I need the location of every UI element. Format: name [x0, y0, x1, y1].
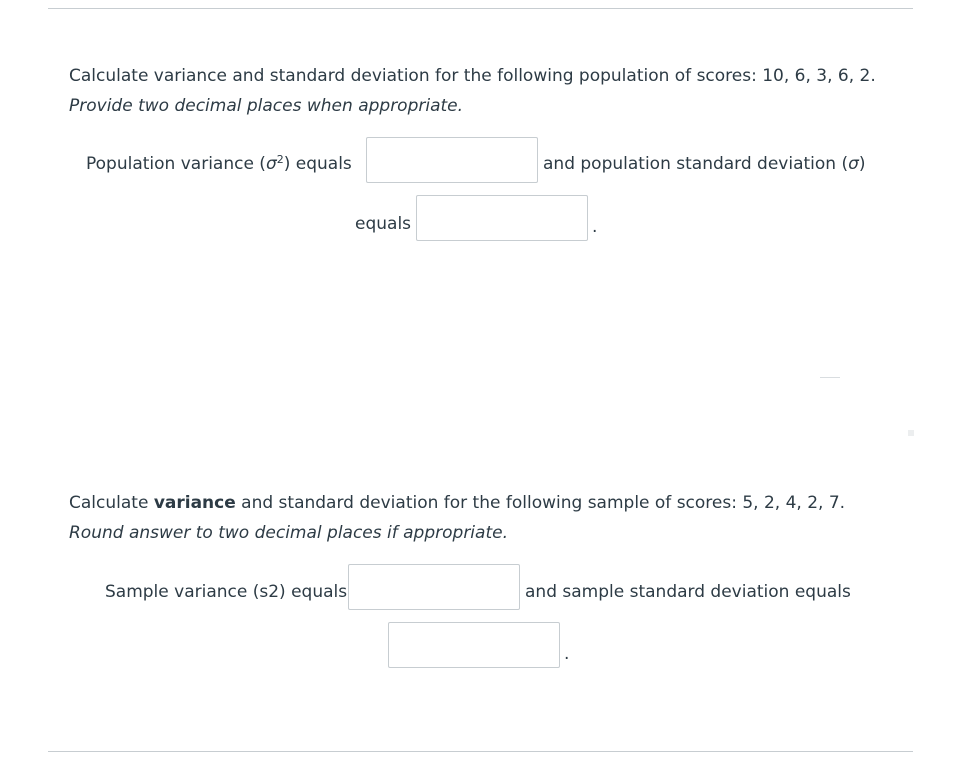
pop-variance-label: Population variance $(\sigma^2)$ equals: [86, 153, 352, 174]
faint-mark: [908, 430, 914, 436]
period: .: [592, 217, 598, 237]
sample-sd-label: and sample standard deviation equals: [525, 582, 851, 602]
pop-sd-label: and population standard deviation (σ): [543, 154, 866, 174]
pop-sd-input[interactable]: [416, 195, 588, 241]
period: .: [564, 644, 570, 664]
top-divider: [48, 8, 913, 9]
bold-keyword: variance: [153, 493, 236, 513]
faint-line: [820, 377, 840, 378]
question2-prompt: Calculate variance and standard deviation for the following sample of scores: 5, 2, 4, 2, 7.: [69, 493, 846, 513]
question1-prompt: Calculate variance and standard deviation for the following population of scores: 10, 6, 3, 6, 2.: [69, 66, 876, 86]
sigma-symbol: σ: [848, 154, 859, 174]
sample-variance-input[interactable]: [348, 564, 520, 610]
sigma-symbol: σ: [265, 154, 277, 174]
pop-sd-equals-label: equals: [355, 214, 412, 234]
superscript-two: 2: [276, 153, 284, 166]
pop-variance-input[interactable]: [366, 137, 538, 183]
sample-variance-label: Sample variance (s2) equals: [105, 582, 348, 602]
question2-instruction: Round answer to two decimal places if appropriate.: [69, 523, 508, 543]
bottom-divider: [48, 751, 913, 752]
question1-instruction: Provide two decimal places when appropriate.: [69, 96, 464, 116]
sample-sd-input[interactable]: [388, 622, 560, 668]
